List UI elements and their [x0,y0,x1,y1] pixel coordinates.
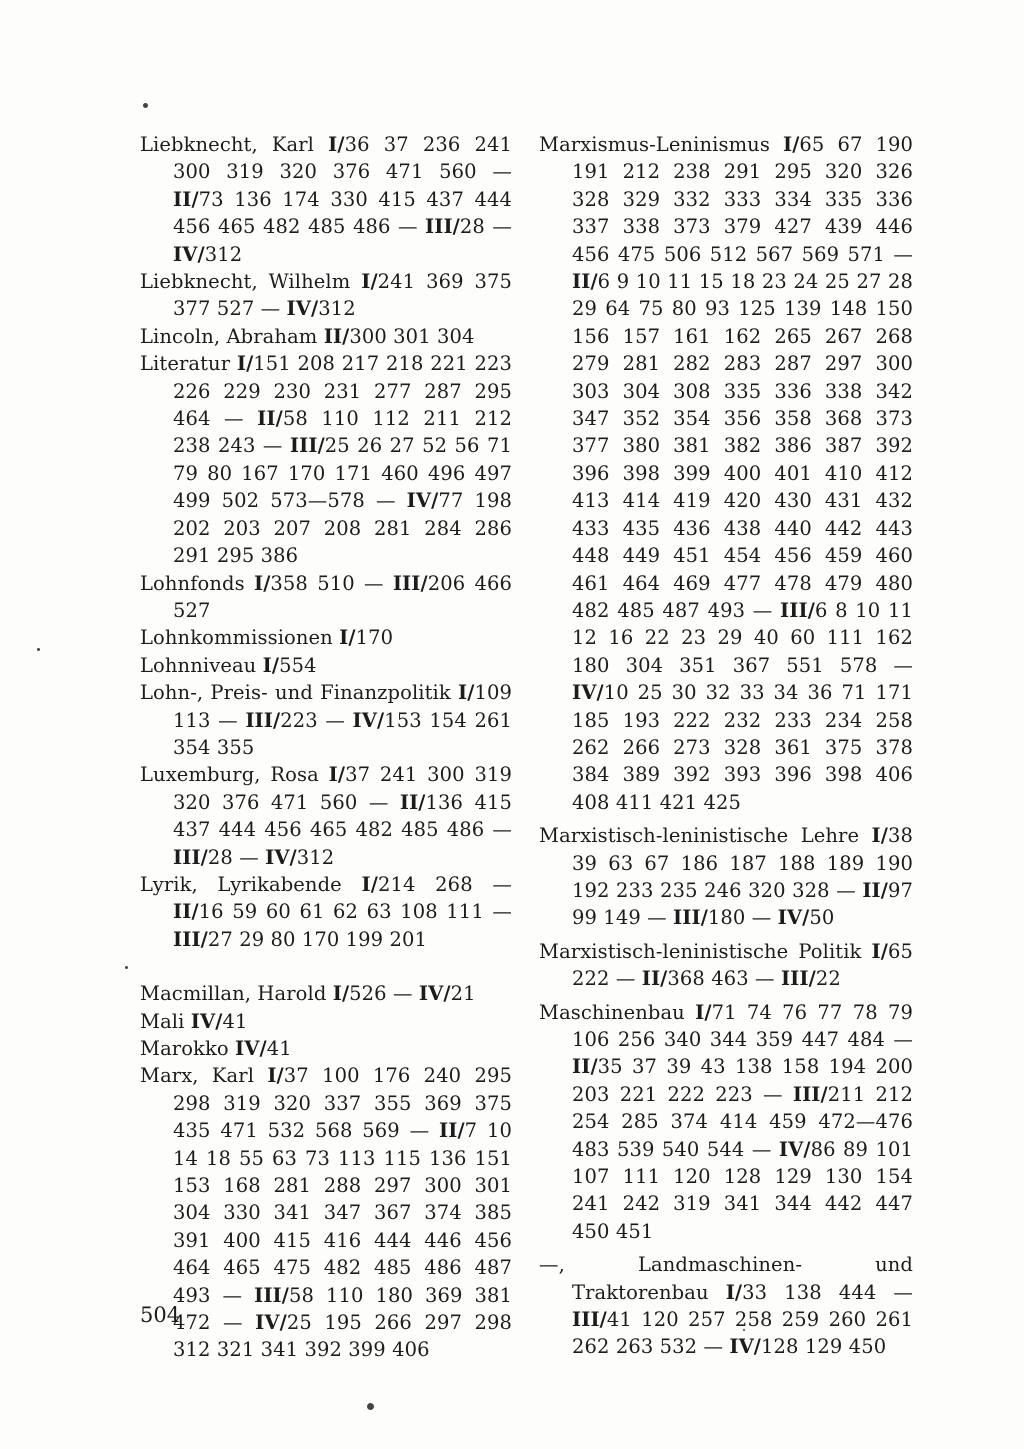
index-entry: Lohnfonds I/358 510 — III/206 466 527 [140,571,512,622]
page-number: 504 [140,1303,181,1327]
volume-marker: IV/ [235,1037,267,1060]
index-entry: Liebknecht, Wilhelm I/241 369 375 377 527 — IV/312 [140,270,512,321]
index-entry: Lohn-, Preis- und Finanzpolitik I/109 113 — III/223 — IV/153 154 261 354 355 [140,681,512,759]
volume-marker: II/ [572,1055,598,1079]
index-entry: Lyrik, Lyrikabende I/214 268 — II/16 59 60 61 62 63 108 111 — III/27 29 80 170 199 201 [140,872,512,951]
volume-marker: II/ [862,878,888,902]
index-entry: Marokko IV/41 [140,1037,292,1060]
index-entry: —, Landmaschinen- und Traktorenbau I/33 138 444 — III/41 120 257 258 259 260 261 262 263 532 — IV/128 129 450 [539,1253,913,1359]
volume-marker: II/ [323,324,350,348]
index-entry: Luxemburg, Rosa I/37 241 300 319 320 376 471 560 — II/136 415 437 444 456 465 482 485 486 — III/28 — IV/312 [140,763,513,869]
volume-marker: II/ [173,900,199,924]
volume-marker: I/ [332,982,350,1006]
volume-marker: I/ [328,763,346,787]
index-entry: Marx, Karl I/37 100 176 240 295 298 319 320 337 355 369 375 435 471 532 568 569 — II/7 10 14 18 55 63 73 113 115 136 151 153 168 281 288 297 300 301 304 330 341 347 367 374 385 391 400 415 416 444 446 456 464 465 475 482 485 486 487 493 — III/58 110 180 369 381 472 — IV/25 195 266 297 298 312 321 341 392 399 406 [140,1064,512,1362]
volume-marker: I/ [361,270,378,294]
volume-marker: I/ [328,133,345,156]
volume-marker: III/ [673,906,708,930]
index-entry: Macmillan, Harold I/526 — IV/21 [140,982,476,1006]
volume-marker: IV/ [190,1009,223,1033]
volume-marker: I/ [458,681,475,705]
volume-marker: I/ [267,1064,284,1088]
volume-marker: III/ [425,215,460,239]
volume-marker: III/ [254,1283,289,1307]
volume-marker: I/ [253,571,271,595]
volume-marker: III/ [792,1082,828,1106]
volume-marker: IV/ [286,297,319,321]
index-entry: Liebknecht, Karl I/36 37 236 241 300 319 320 376 471 560 — II/73 136 174 330 415 437 444 456 465 482 485 486 — III/28 — IV/312 [140,133,512,266]
volume-marker: IV/ [778,1137,811,1161]
volume-marker: IV/ [255,1311,287,1335]
volume-marker: II/ [439,1119,465,1143]
volume-marker: I/ [361,872,378,896]
index-column-left [140,131,512,1364]
volume-marker: III/ [572,1308,607,1332]
volume-marker: II/ [399,790,426,814]
volume-marker: IV/ [777,906,810,930]
volume-marker: III/ [173,927,208,951]
volume-marker: I/ [782,133,800,156]
volume-marker: I/ [871,939,888,963]
volume-marker: I/ [725,1280,743,1304]
index-entry: Lincoln, Abraham II/300 301 304 [140,324,475,348]
volume-marker: IV/ [173,242,205,266]
volume-marker: III/ [245,708,281,732]
volume-marker: III/ [392,571,428,595]
index-entry: Marxistisch-leninistische Politik I/65 222 — II/368 463 — III/22 [539,939,913,991]
volume-marker: III/ [780,598,815,622]
print-speck [367,1403,374,1410]
index-column-right [539,131,913,1361]
index-entry: Marxistisch-leninistische Lehre I/38 39 63 67 186 187 188 189 190 192 233 235 246 320 328 — II/97 99 149 — III/180 — IV/50 [539,824,913,930]
volume-marker: II/ [572,270,598,294]
volume-marker: IV/ [406,489,439,513]
index-entry: Maschinenbau I/71 74 76 77 78 79 106 256 340 344 359 447 484 — II/35 37 39 43 138 158 194 200 203 221 222 223 — III/211 212 254 285 374 414 459 472—476 483 539 540 544 — IV/86 89 101 107 111 120 128 129 130 154 241 242 319 341 344 442 447 450 451 [539,1000,914,1243]
volume-marker: I/ [339,626,356,650]
index-entry: Marxismus-Leninismus I/65 67 190 191 212 238 291 295 320 326 328 329 332 333 334 335 336 337 338 373 379 427 439 446 456 475 506 512 567 569 571 — II/6 9 10 11 15 18 23 24 25 27 28 29 64 75 80 93 125 139 148 150 156 157 161 162 265 267 268 279 281 282 283 287 297 300 303 304 308 335 336 338 342 347 352 354 356 358 368 373 377 380 381 382 386 387 392 396 398 399 400 401 410 412 413 414 419 420 430 431 432 433 435 436 438 440 442 443 448 449 451 454 456 459 460 461 464 469 477 478 479 480 482 485 487 493 — III/6 8 10 11 12 16 22 23 29 40 60 111 162 180 304 351 367 551 578 — IV/10 25 30 32 33 34 36 71 171 185 193 222 232 233 234 258 262 266 273 328 361 375 378 384 389 392 393 396 398 406 408 411 421 425 [539,133,913,814]
volume-marker: II/ [257,407,283,431]
volume-marker: IV/ [352,708,385,732]
volume-marker: II/ [173,187,199,211]
volume-marker: IV/ [265,845,297,869]
index-entry: Mali IV/41 [140,1009,248,1033]
index-entry: Lohnkommissionen I/170 [140,626,394,650]
index-entry: Lohnniveau I/554 [140,653,317,677]
index-entry: Literatur I/151 208 217 218 221 223 226 229 230 231 277 287 295 464 — II/58 110 112 211 212 238 243 — III/25 26 27 52 56 71 79 80 167 170 171 460 496 497 499 502 573—578 — IV/77 198 202 203 207 208 281 284 286 291 295 386 [140,352,512,568]
volume-marker: I/ [695,1000,712,1024]
volume-marker: II/ [641,967,668,991]
volume-marker: III/ [173,845,208,869]
volume-marker: IV/ [729,1335,762,1359]
volume-marker: III/ [289,434,325,458]
print-speck [125,966,128,969]
volume-marker: IV/ [418,982,451,1006]
volume-marker: III/ [780,967,816,991]
volume-marker: I/ [871,824,888,848]
volume-marker: I/ [236,352,254,376]
print-speck [143,103,148,108]
volume-marker: IV/ [572,681,604,705]
print-speck [37,648,40,651]
volume-marker: I/ [262,653,280,677]
